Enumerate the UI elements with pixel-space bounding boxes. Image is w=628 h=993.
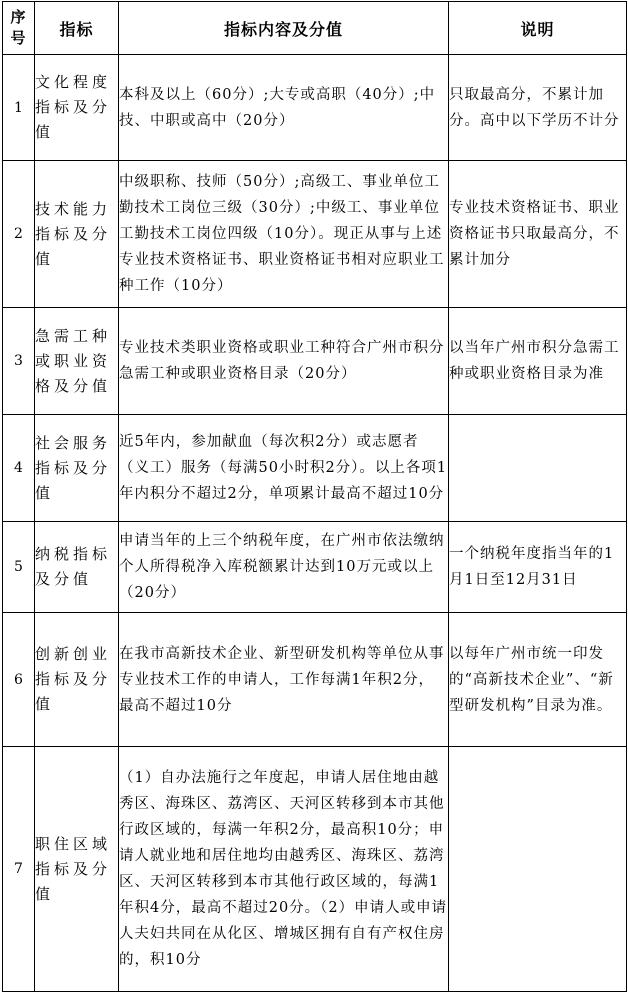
- header-indicator: 指标: [35, 2, 119, 55]
- table-row: [3, 522, 627, 613]
- table-row: [3, 308, 627, 415]
- indicator-cell: [35, 613, 119, 747]
- content-text: 申请当年的上三个纳税年度，在广州市依法缴纳个人所得税净入库税额累计达到10万元或以上（20分）: [119, 533, 445, 601]
- header-content: 指标内容及分值: [119, 2, 449, 55]
- row-number: 6: [3, 613, 35, 747]
- indicator-cell: [35, 308, 119, 415]
- content-text: 在我市高新技术企业、新型研发机构等单位从事专业技术工作的申请人，工作每满1年积2分，最高不超过10分: [119, 645, 445, 714]
- indicator-text: 创新创业指标及分值: [35, 645, 112, 713]
- indicator-cell: [35, 747, 119, 992]
- table-row: [3, 415, 627, 522]
- row-number: 2: [3, 161, 35, 308]
- note-text: 专业技术资格证书、职业资格证书只取最高分，不累计加分: [449, 200, 620, 268]
- content-text: （1）自办法施行之年度起，申请人居住地由越秀区、海珠区、荔湾区、天河区转移到本市其他行政区域的，每满一年积2分，最高积10分；申请人就业地和居住地均由越秀区、海珠区、荔湾区、天河区转移到本市其他行政区域的，每满1年积4分，最高不超过20分。（2）申请人或申请人夫妇共同在从化区、增城区拥有自有产权住房的，积10分: [119, 770, 448, 968]
- content-cell: [119, 613, 449, 747]
- table-row: [3, 613, 627, 747]
- note-text: 以每年广州市统一印发的“高新技术企业”、“新型研发机构”目录为准。: [449, 645, 614, 714]
- indicator-text: 急需工种或职业资格及分值: [35, 326, 112, 395]
- indicator-text: 技术能力指标及分值: [35, 199, 112, 268]
- table-row: [3, 55, 627, 161]
- indicator-cell: [35, 55, 119, 161]
- note-text: 以当年广州市积分急需工种或职业资格目录为准: [449, 340, 620, 382]
- row-number: 4: [3, 415, 35, 522]
- row-number: 5: [3, 522, 35, 613]
- content-text: 本科及以上（60分）;大专或高职（40分）;中技、中职或高中（20分）: [119, 86, 436, 129]
- content-text: 近5年内，参加献血（每次积2分）或志愿者（义工）服务（每满50小时积2分）。以上各项1年内积分不超过2分，单项累计最高不超过10分: [119, 434, 448, 502]
- indicator-cell: [35, 161, 119, 308]
- indicator-text: 社会服务指标及分值: [35, 433, 112, 502]
- note-cell: [449, 747, 627, 992]
- note-text: 一个纳税年度指当年的1月1日至12月31日: [449, 546, 615, 588]
- note-cell: [449, 415, 627, 522]
- indicator-cell: [35, 415, 119, 522]
- content-text: 中级职称、技师（50分）;高级工、事业单位工勤技术工岗位三级（30分）;中级工、事业单位工勤技术工岗位四级（10分）。现正从事与上述专业技术资格证书、职业资格证书相对应职业工种工作（10分）: [119, 174, 445, 294]
- note-cell: [449, 308, 627, 415]
- header-no: 序号: [3, 2, 35, 55]
- note-text: 只取最高分，不累计加分。高中以下学历不计分: [449, 86, 620, 129]
- points-table: [2, 1, 627, 992]
- note-cell: [449, 55, 627, 161]
- header-row: [3, 2, 627, 55]
- content-cell: [119, 308, 449, 415]
- content-cell: [119, 161, 449, 308]
- content-cell: [119, 522, 449, 613]
- row-number: 3: [3, 308, 35, 415]
- content-text: 专业技术类职业资格或职业工种符合广州市积分急需工种或职业资格目录（20分）: [119, 340, 445, 382]
- indicator-cell: [35, 522, 119, 613]
- header-note: 说明: [449, 2, 627, 55]
- indicator-text: 职住区域指标及分值: [35, 834, 112, 903]
- row-number: 1: [3, 55, 35, 161]
- row-number: 7: [3, 747, 35, 992]
- content-cell: [119, 55, 449, 161]
- content-cell: [119, 415, 449, 522]
- table-row: [3, 747, 627, 992]
- content-cell: [119, 747, 449, 992]
- indicator-text: 纳税指标及分值: [35, 545, 112, 588]
- note-cell: [449, 613, 627, 747]
- indicator-text: 文化程度指标及分值: [35, 73, 112, 141]
- note-cell: [449, 161, 627, 308]
- note-cell: [449, 522, 627, 613]
- table-row: [3, 161, 627, 308]
